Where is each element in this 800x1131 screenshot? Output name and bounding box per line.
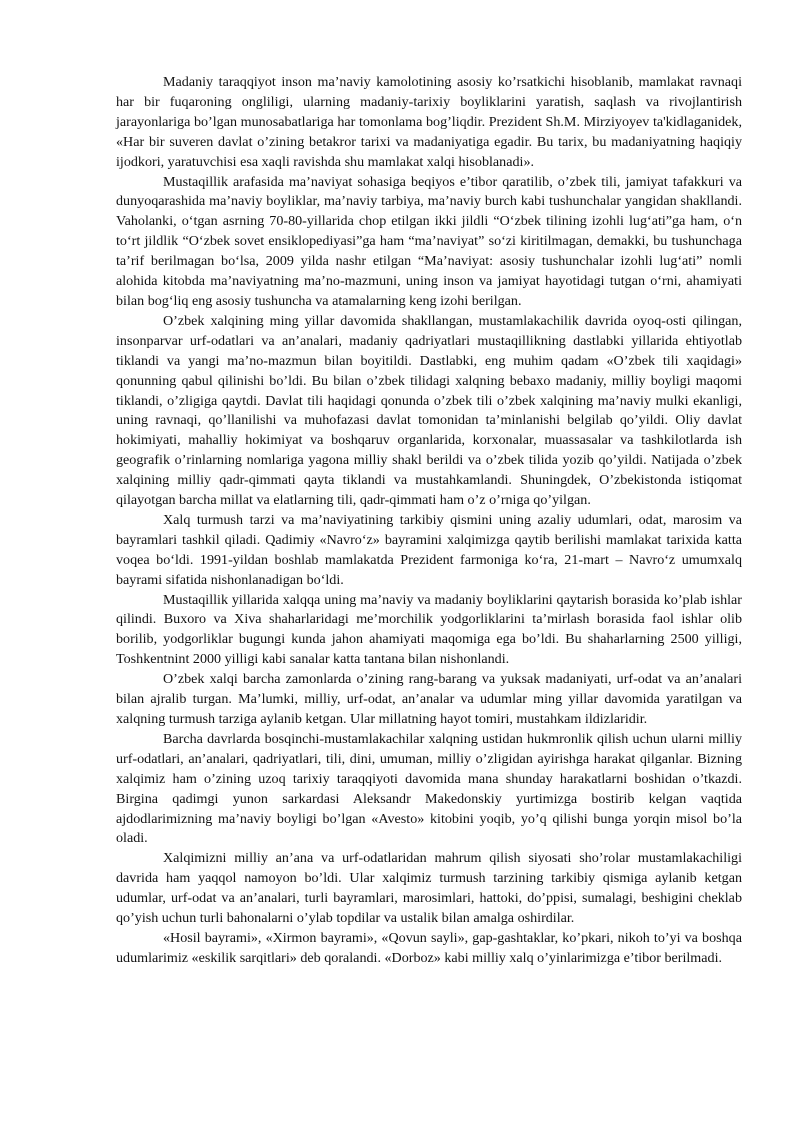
paragraph: Mustaqillik yillarida xalqqa uning ma’naviy va madaniy boyliklarini qaytarish borasida ko’plab ishlar qilindi. Buxoro va Xiva shaharlaridagi me’morchilik yodgorliklarini ta’mirlash borasida faol ishlar olib borilib, yodgorliklar bugungi kunda jahon ahamiyati maqomiga ega bo’ldi. Bu shaharlarning 2500 yilligi, Toshkentnint 2000 yilligi kabi sanalar katta tantana bilan nishonlandi.	[116, 591, 742, 668]
paragraph: O’zbek xalqining ming yillar davomida shakllangan, mustamlakachilik davrida oyoq-osti qilingan, insonparvar urf-odatlari va an’analari, madaniy qadriyatlari mustaqillikning dastlabki yillarida ehtiyotlab tiklandi va yangi ma’no-mazmun bilan boyitildi. Dastlabki, eng muhim qadam «O’zbek tili xaqidagi» qonunning qabul qilinishi bo’ldi. Bu bilan o’zbek tilidagi xalqning bebaxo madaniy, milliy boyligi maqomi tiklandi, o’zligiga qaytdi. Davlat tili haqidagi qonunda o’zbek tili o’zbek xalqining ma’naviy mulki ekanligi, uning ravnaqi, qo’llanilishi va muhofazasi davlat tomonidan ta’minlanishi belgilab qo’yildi. Oliy davlat hokimiyati, mahalliy hokimiyat va boshqaruv organlarida, korxonalar, muassasalar va tashkilotlarda ish geografik o’rinlarning nomlariga yagona milliy shakl berildi va o’zbek tilida yozib qo’yildi. Natijada o’zbek xalqining milliy qadr-qimmati qayta tiklandi va mustahkamlandi. Shuningdek, O’zbekistonda istiqomat qilayotgan barcha millat va elatlarning tili, qadr-qimmati ham o’z o’rniga qo’yilgan.	[116, 312, 742, 509]
document-page	[116, 73, 742, 969]
paragraph: Barcha davrlarda bosqinchi-mustamlakachilar xalqning ustidan hukmronlik qilish uchun ularni milliy urf-odatlari, an’analari, qadriyatlari, tili, dini, umuman, milliy o’zligidan ayirishga harakat qilganlar. Bizning xalqimiz ham o’zining uzoq tarixiy taraqqiyoti davomida mana shunday harakatlarni boshidan o’tkazdi. Birgina qadimgi yunon sarkardasi Aleksandr Makedonskiy yurtimizga bostirib kelgan vaqtida ajdodlarimizning ma’naviy boyligi bo’lgan «Avesto» kitobini yoqib, yo’q qilishi bunga yorqin misol bo’la oladi.	[116, 730, 742, 847]
paragraph: «Hosil bayrami», «Xirmon bayrami», «Qovun sayli», gap-gashtaklar, ko’pkari, nikoh to’yi va boshqa udumlarimiz «eskilik sarqitlari» deb qoralandi. «Dorboz» kabi milliy xalq o’yinlarimizga e’tibor berilmadi.	[116, 929, 742, 966]
paragraph: Mustaqillik arafasida ma’naviyat sohasiga beqiyos e’tibor qaratilib, o’zbek tili, jamiyat tafakkuri va dunyoqarashida ma’naviy boyliklar, ma’naviy tarbiya, ma’naviy burch kabi tushunchalar yangidan shakllandi. Vaholanki, o‘tgan asrning 70-80-yillarida chop etilgan ikki jildli “O‘zbek tilining izohli lug‘ati”ga ham, o‘n to‘rt jildlik “O‘zbek sovet ensiklopediyasi”ga ham “ma’naviyat” so‘zi kiritilmagan, demakki, bu tushunchaga ta’rif berilmagan bo‘lsa, 2009 yilda nashr etilgan “Ma’naviyat: asosiy tushunchalar izohli lug‘ati” nomli alohida kitobda ma’naviyatning ma’no-mazmuni, uning inson va jamiyat hayotidagi tutgan o‘rni, ahamiyati bilan bog‘liq eng asosiy tushuncha va atamalarning keng izohi berilgan.	[116, 173, 742, 309]
paragraph: O’zbek xalqi barcha zamonlarda o’zining rang-barang va yuksak madaniyati, urf-odat va an’analari bilan ajralib turgan. Ma’lumki, milliy, urf-odat, an’analar va udumlar ming yillar davomida yaratilgan va xalqning turmush tarziga aylanib ketgan. Ular millatning hayot tomiri, mustahkam ildizlaridir.	[116, 671, 742, 727]
paragraph: Xalqimizni milliy an’ana va urf-odatlaridan mahrum qilish siyosati sho’rolar mustamlakachiligi davrida ham yaqqol namoyon bo’ldi. Ular xalqimiz turmush tarzining tarkibiy qismiga aylanib ketgan udumlar, urf-odat va an’analari, turli bayramlari, marosimlari, hattoki, do’ppisi, sumalagi, beshigini cheklab qo’yish uchun turli bahonalarni o’ylab topdilar va ustalik bilan amalga oshirdilar.	[116, 850, 742, 927]
paragraph: Madaniy taraqqiyot inson ma’naviy kamolotining asosiy ko’rsatkichi hisoblanib, mamlakat ravnaqi har bir fuqaroning ongliligi, ularning madaniy-tarixiy boyliklarini yaratish, saqlash va rivojlantirish jarayonlariga bo’lgan munosabatlariga har tomonlama bog’liqdir. Prezident Sh.M. Mirziyoyev ta'kidlaganidek, «Har bir suveren davlat o’zining betakror tarixi va madaniyatiga egadir. Bu tarix, bu madaniyatning haqiqiy ijodkori, yaratuvchisi esa xaqli ravishda shu mamlakat xalqi hisoblanadi».	[116, 74, 742, 170]
paragraph: Xalq turmush tarzi va ma’naviyatining tarkibiy qismini uning azaliy udumlari, odat, marosim va bayramlari tashkil qiladi. Qadimiy «Navro‘z» bayramini xalqimizga qaytib berilishi mamlakat tarixida katta voqea bo‘ldi. 1991-yildan boshlab mamlakatda Prezident farmoniga ko‘ra, 21-mart – Navro‘z umumxalq bayrami sifatida nishonlanadigan bo‘ldi.	[116, 511, 742, 588]
